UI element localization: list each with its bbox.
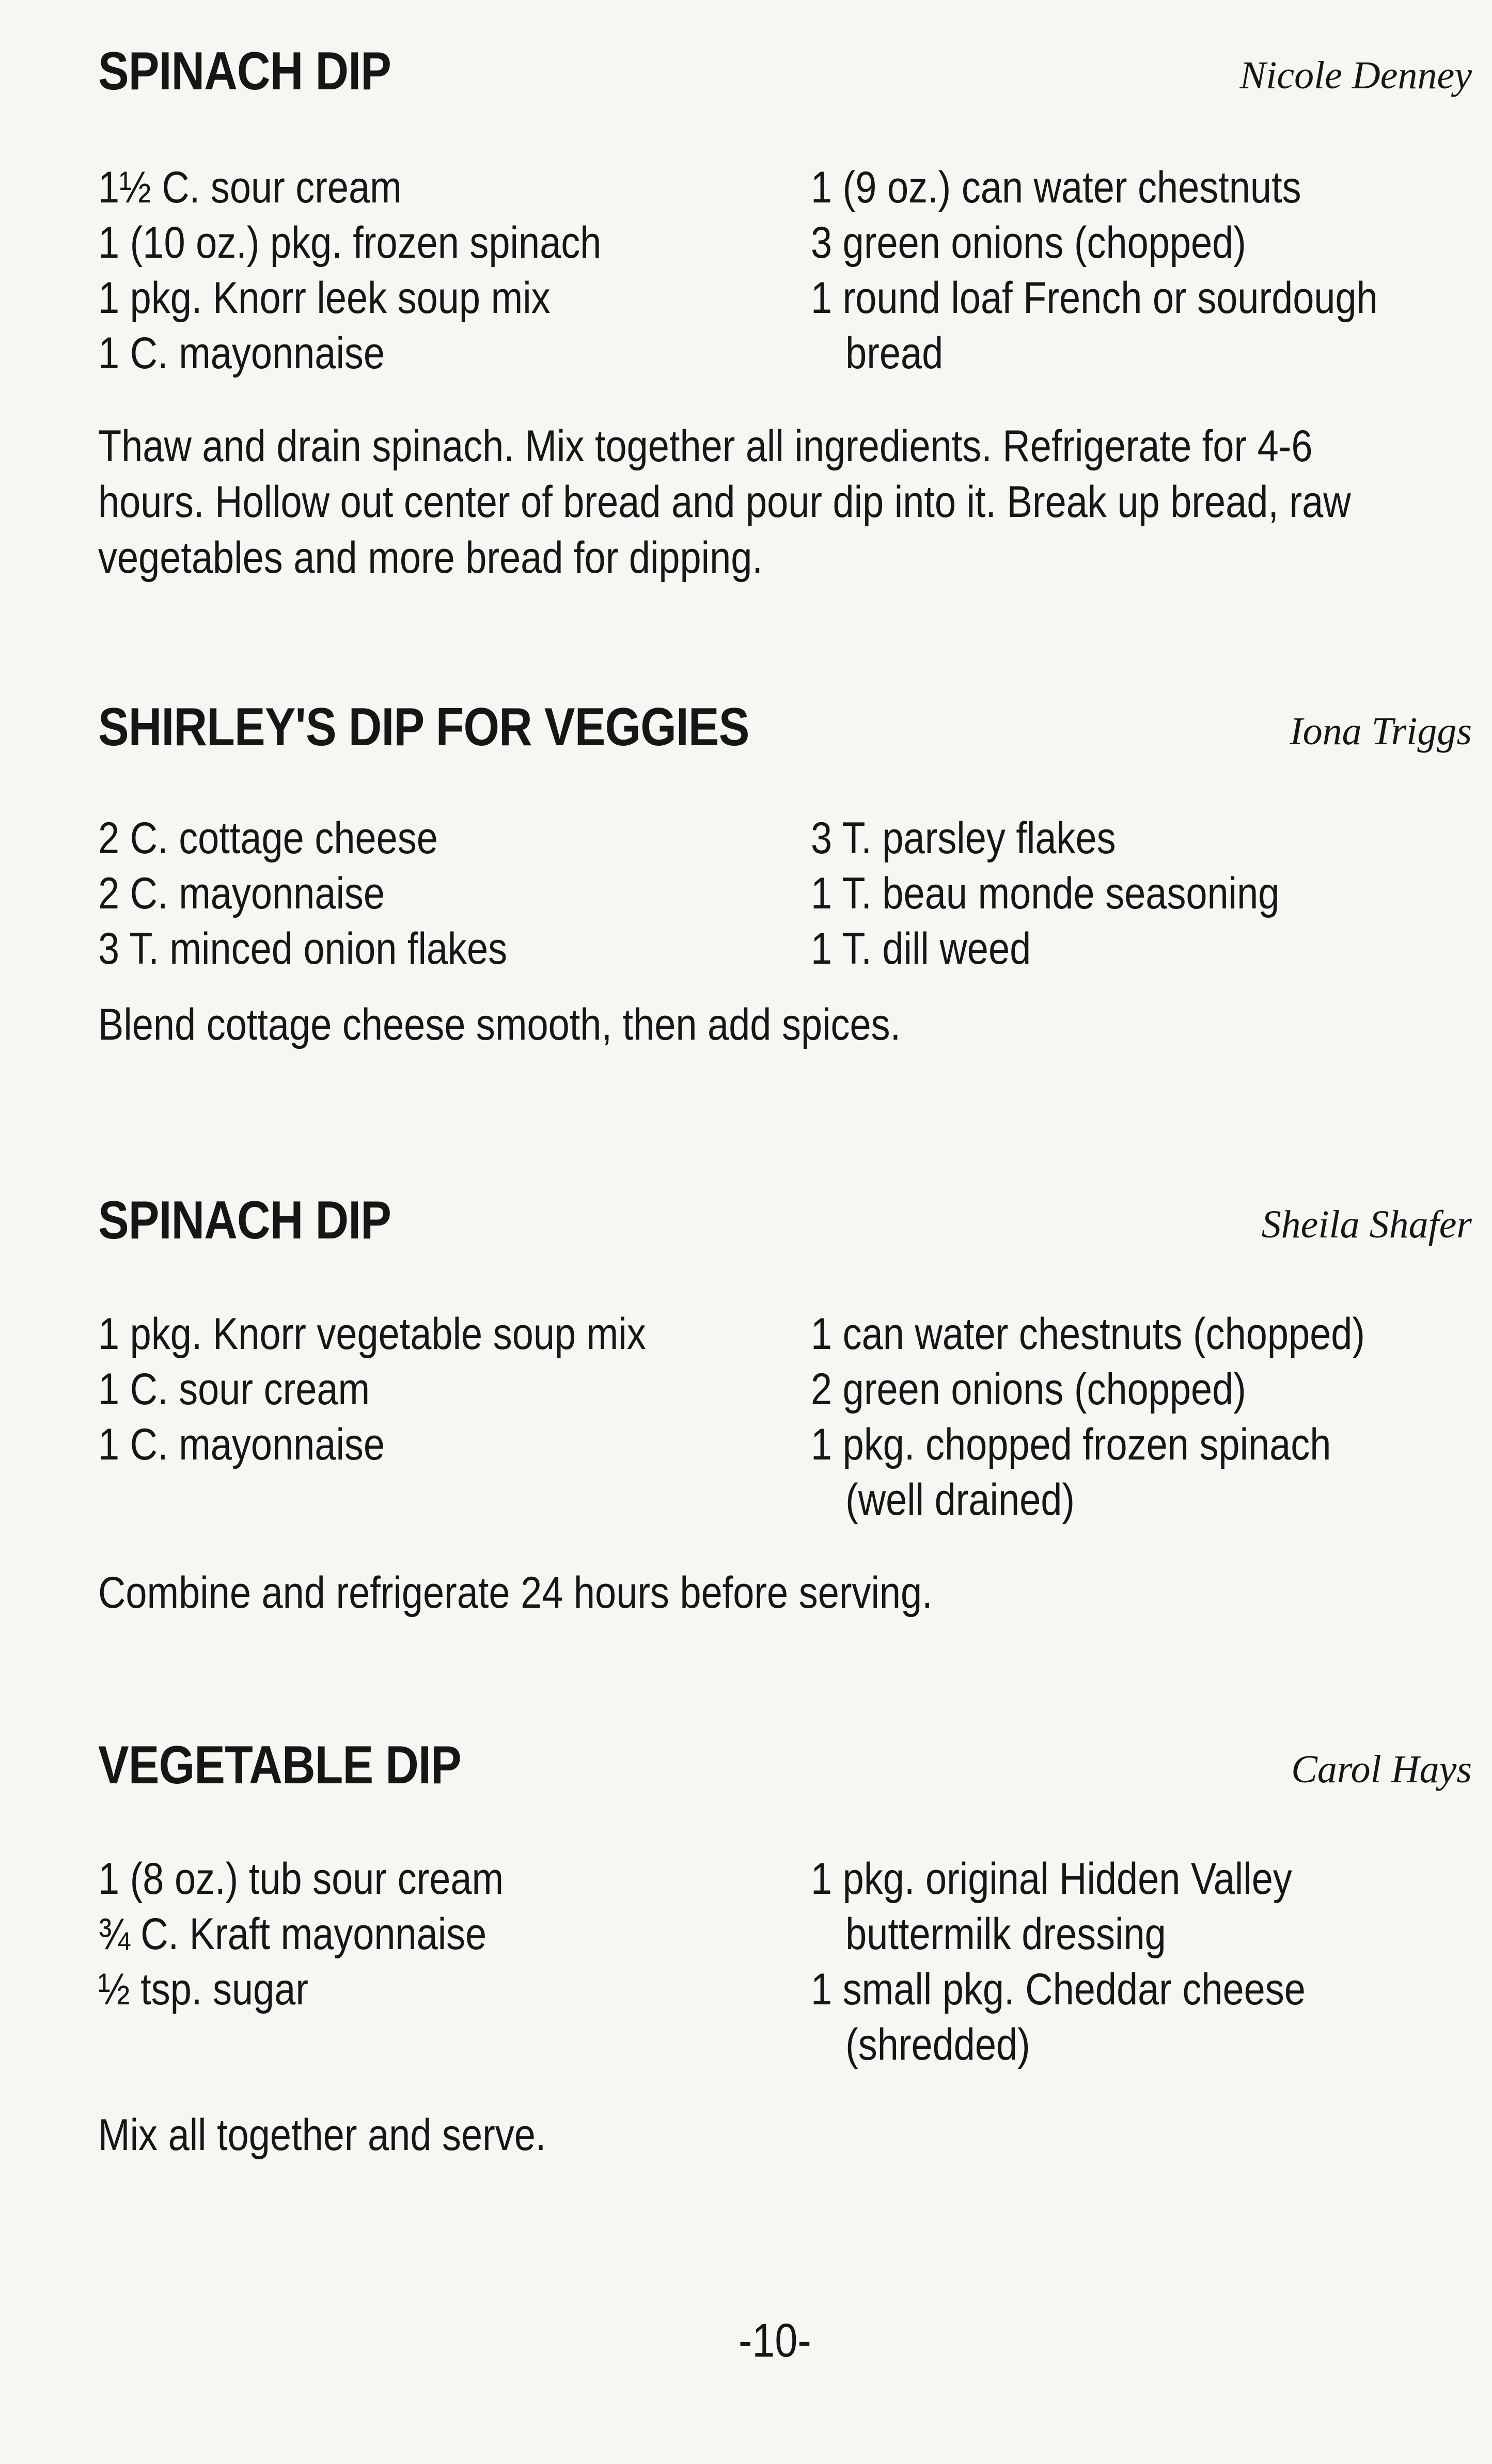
ingredient-column-right (811, 160, 1472, 381)
ingredient: 1 round loaf French or sourdough (811, 273, 1378, 323)
recipe-author: Iona Triggs (1290, 710, 1472, 753)
ingredient: 1 C. mayonnaise (98, 328, 385, 378)
recipe-directions (98, 997, 1472, 1053)
ingredient: 3 green onions (chopped) (811, 218, 1246, 268)
page-number: -10- (739, 2314, 811, 2367)
ingredient: 1½ C. sour cream (98, 163, 402, 212)
ingredient: 1 pkg. Knorr vegetable soup mix (98, 1309, 646, 1359)
recipe-directions (98, 1565, 1472, 1621)
recipe-spinach-dip-shafer (98, 1170, 1472, 1618)
recipe-author: Nicole Denney (1239, 54, 1472, 97)
recipe-author: Sheila Shafer (1261, 1203, 1472, 1246)
recipe-title: SHIRLEY'S DIP FOR VEGGIES (98, 697, 749, 757)
ingredient: 2 green onions (chopped) (811, 1364, 1246, 1414)
ingredient: 1 (9 oz.) can water chestnuts (811, 163, 1301, 212)
recipe-header (98, 21, 1472, 101)
recipe-directions (98, 2107, 1472, 2163)
ingredient: 1 (10 oz.) pkg. frozen spinach (98, 218, 602, 268)
cookbook-page (98, 0, 1472, 2464)
directions-line: hours. Hollow out center of bread and pour dip into it. Break up bread, raw (98, 477, 1351, 527)
directions-line: vegetables and more bread for dipping. (98, 533, 763, 583)
ingredient: 1 (8 oz.) tub sour cream (98, 1854, 504, 1904)
ingredient: 1 T. dill weed (811, 924, 1031, 974)
ingredient: 1 C. sour cream (98, 1364, 370, 1414)
recipe-spinach-dip-denney (98, 21, 1472, 583)
ingredient: 1 pkg. original Hidden Valley (811, 1854, 1292, 1904)
recipe-header (98, 1715, 1472, 1795)
ingredient: 1 small pkg. Cheddar cheese (811, 1965, 1306, 2014)
directions-line: Mix all together and serve. (98, 2110, 546, 2160)
ingredient: ¾ C. Kraft mayonnaise (98, 1909, 487, 1959)
ingredient-column-left (98, 811, 811, 977)
recipe-vegetable-dip (98, 1715, 1472, 2160)
directions-line: Blend cottage cheese smooth, then add spices. (98, 1000, 901, 1049)
recipe-shirleys-dip (98, 677, 1472, 1049)
ingredient-column-left (98, 160, 811, 381)
ingredient-column-right (811, 1307, 1472, 1528)
directions-line: Thaw and drain spinach. Mix together all ingredients. Refrigerate for 4-6 (98, 421, 1313, 471)
ingredient-column-left (98, 1307, 811, 1472)
recipe-title: SPINACH DIP (98, 41, 391, 101)
ingredient-column-left (98, 1851, 811, 2017)
ingredient-continued: buttermilk dressing (845, 1909, 1166, 1959)
ingredient: 2 C. cottage cheese (98, 813, 438, 863)
ingredient: 3 T. minced onion flakes (98, 924, 508, 974)
ingredient-continued: (shredded) (845, 2020, 1030, 2069)
ingredient: 1 pkg. chopped frozen spinach (811, 1420, 1331, 1469)
recipe-author: Carol Hays (1291, 1748, 1472, 1791)
ingredient: 1 T. beau monde seasoning (811, 869, 1280, 918)
recipe-directions (98, 418, 1472, 586)
ingredient: 2 C. mayonnaise (98, 869, 385, 918)
ingredient-column-right (811, 811, 1472, 977)
directions-line: Combine and refrigerate 24 hours before serving. (98, 1568, 933, 1618)
ingredient-continued: (well drained) (845, 1475, 1075, 1525)
ingredient-column-right (811, 1851, 1472, 2073)
ingredient: 1 C. mayonnaise (98, 1420, 385, 1469)
ingredient: ½ tsp. sugar (98, 1965, 309, 2014)
recipe-title: VEGETABLE DIP (98, 1735, 461, 1795)
ingredient: 1 pkg. Knorr leek soup mix (98, 273, 551, 323)
ingredient: 1 can water chestnuts (chopped) (811, 1309, 1365, 1359)
ingredient-continued: bread (845, 328, 944, 378)
recipe-header (98, 677, 1472, 757)
ingredient: 3 T. parsley flakes (811, 813, 1116, 863)
recipe-title: SPINACH DIP (98, 1190, 391, 1250)
recipe-header (98, 1170, 1472, 1250)
